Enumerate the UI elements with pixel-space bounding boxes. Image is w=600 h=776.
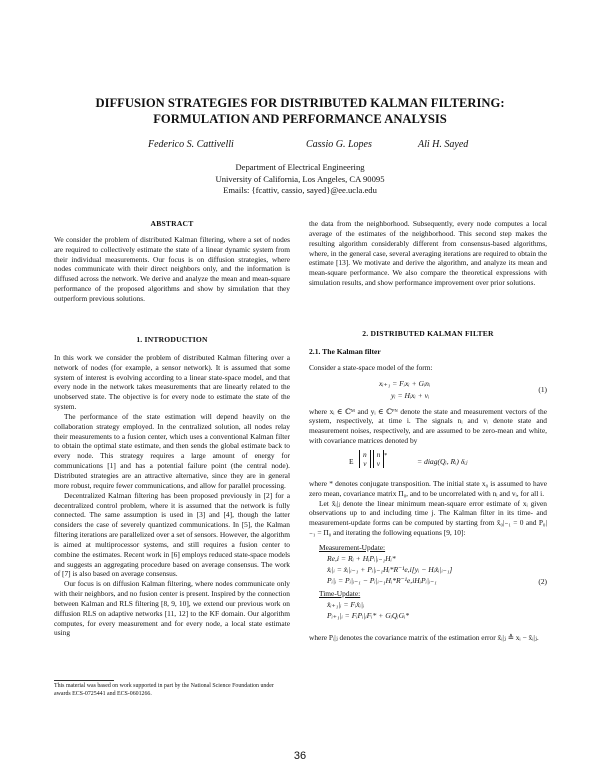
paper-title [40,95,560,127]
abstract-heading: ABSTRACT [150,219,194,228]
affiliation-emails: Emails: {fcattiv, cassio, sayed}@ee.ucla.edu [223,185,377,195]
section-2-paragraph: where xᵢ ∈ ℂᴹ and yᵢ ∈ ℂᴾᴺ denote the state and measurement vectors of the system, respectively, at time i. The signals nᵢ and vᵢ denote state and measurement noises, respectively, and are assumed to be zero-mean and white, with covariance matrices denoted by [309,406,547,446]
equation-1-number: (1) [538,384,547,394]
covariance-equation [309,449,547,479]
affiliation-dept: Department of Electrical Engineering [235,162,365,172]
section-2-paragraph: where * denotes conjugate transposition. The initial state x₀ is assumed to have zero mean, covariance matrix Π₀, and to be uncorrelated with nᵢ and vᵢ, for all i. [309,478,547,498]
section-2-paragraph: Let x̂ᵢ|ⱼ denote the linear minimum mean-square error estimate of xᵢ given observations up to and including time j. The Kalman filter in its time- and measurement-update forms can be computed by starting from x̂₀|₋₁ = 0 and P₀|₋₁ = Π₀ and iterating the following equations [9, 10]: [309,498,547,538]
section-2-heading: 2. DISTRIBUTED KALMAN FILTER [362,329,494,338]
intro-continuation-text: the data from the neighborhood. Subsequently, every node computes a local average of the estimates of the neighborhood. This second step makes the resulting algorithm considerably different from consensus-based algorithms, where, in the general case, several averaging iterations are required to obtain the estimate [13]. We motivate and derive the algorithm, and analyze its mean and mean-square performance. We also compare the theoretical expressions with simulation results, and show performance improvement over prior solutions. [309,219,547,288]
subsection-heading: 2.1. The Kalman filter [309,346,381,356]
intro-paragraph: The performance of the state estimation will depend heavily on the collaboration strategy employed. In the centralized solution, all nodes relay their measurements to a fusion center, which uses a conventional Kalman filter to obtain the optimal state estimate, and then sends the global estimate back to every node. This strategy requires a large amount of energy for communications [1] and has a potential failure point (the central node). Distributed strategies are an attractive alternative, since they are in general more robust, require fewer communications, and allow for parallel processing. [54,411,290,490]
section-2-paragraph: Consider a state-space model of the form: [309,362,433,372]
section-2 [309,329,547,643]
footnote-rule [54,680,114,681]
introduction-section [54,335,290,638]
section-2-paragraph: where Pᵢ|ⱼ denotes the covariance matrix of the estimation error x̃ᵢ|ⱼ ≙ xᵢ − x̂ᵢ|ⱼ. [309,632,539,642]
measurement-update-label: Measurement-Update: [319,542,386,552]
time-update-line: x̂ᵢ₊₁|ᵢ = Fᵢx̂ᵢ|ᵢ [327,599,365,609]
equation-1-line-1: xᵢ₊₁ = Fᵢxᵢ + Gᵢnᵢ [379,378,431,388]
time-update-line: Pᵢ₊₁|ᵢ = FᵢPᵢ|ᵢFᵢ* + GᵢQᵢGᵢ* [327,610,410,620]
page-number: 36 [293,750,307,762]
title-line-2: FORMULATION AND PERFORMANCE ANALYSIS [153,112,447,126]
intro-paragraph: Our focus is on diffusion Kalman filtering, where nodes communicate only with their neighbors, and no fusion center is present. Inspired by the connection between Kalman and RLS filtering [8, 9, 10], we extend our previous work on diffusion RLS on adaptive networks [11, 12] to the KF domain. Our algorithm computes, for every measurement and for every node, a local state estimate using [54,579,290,638]
author-3: Ali H. Sayed [418,139,469,150]
abstract-section [54,219,290,304]
abstract-text: We consider the problem of distributed Kalman filtering, where a set of nodes are required to collectively estimate the state of a linear dynamic system from their individual measurements. Our focus is on diffusion strategies, where nodes communicate with their direct neighbors only, and the information is diffused across the network. We derive and analyze the mean and mean-square performance of the proposed algorithms and show by simulation that they outperform previous solutions. [54,234,290,303]
author-2: Cassio G. Lopes [306,139,372,150]
affiliation-university: University of California, Los Angeles, CA 90095 [215,173,385,184]
covariance-rhs: = diag(Qᵢ, Rᵢ) δᵢⱼ [417,456,468,466]
intro-paragraph: Decentralized Kalman filtering has been proposed previously in [2] for a decentralized control problem, where it is assumed that the network is fully connected. The same assumption is used in [3] and [4], though the latter considers the case of severely quantized communications. In [5], the Kalman filtering iterations are parallelized over a set of sensors. However, the algorithm is aimed at multiprocessor systems, and still requires a fusion center to combine the estimates. Recent work in [6] employs reduced state-space models and suggests an aggregating procedure based on average consensus. The work of [7] is also based on average consensus. [54,490,290,579]
time-update-label: Time-Update: [319,588,361,598]
intro-paragraph: In this work we consider the problem of distributed Kalman filtering over a network of nodes (for example, a sensor network). It is assumed that some system of interest is evolving according to a linear state-space model, and that every node in the network takes measurements that are linearly related to the unobserved state. The objective is for every node to estimate the state of the system. [54,352,290,412]
equation-2-number: (2) [538,576,547,586]
measurement-update-line: Re,i = Rᵢ + HᵢPᵢ|ᵢ₋₁Hᵢ* [327,553,396,563]
affiliation [100,162,500,197]
measurement-update-line: x̂ᵢ|ᵢ = x̂ᵢ|ᵢ₋₁ + Pᵢ|ᵢ₋₁Hᵢ*R⁻¹e,i[yᵢ − Hᵢx̂ᵢ|ᵢ₋₁] [327,564,453,574]
equation-1-line-2: yᵢ = Hᵢxᵢ + vᵢ [391,390,430,400]
title-line-1: DIFFUSION STRATEGIES FOR DISTRIBUTED KALMAN FILTERING: [95,96,505,110]
measurement-update-line: Pᵢ|ᵢ = Pᵢ|ᵢ₋₁ − Pᵢ|ᵢ₋₁Hᵢ*R⁻¹e,iHᵢPᵢ|ᵢ₋₁ [327,575,437,585]
footnote: This material was based on work supported in part by the National Science Foundation under awards ECS-0725441 and ECS-0601266. [54,683,274,697]
equation-2 [309,543,547,629]
equation-1 [309,377,547,407]
expectation-symbol: E [349,456,354,466]
intro-continuation [309,219,547,288]
noise-vector-matrix: n v n v* [359,450,387,468]
introduction-heading: 1. INTRODUCTION [136,335,208,344]
author-1: Federico S. Cattivelli [148,139,234,150]
